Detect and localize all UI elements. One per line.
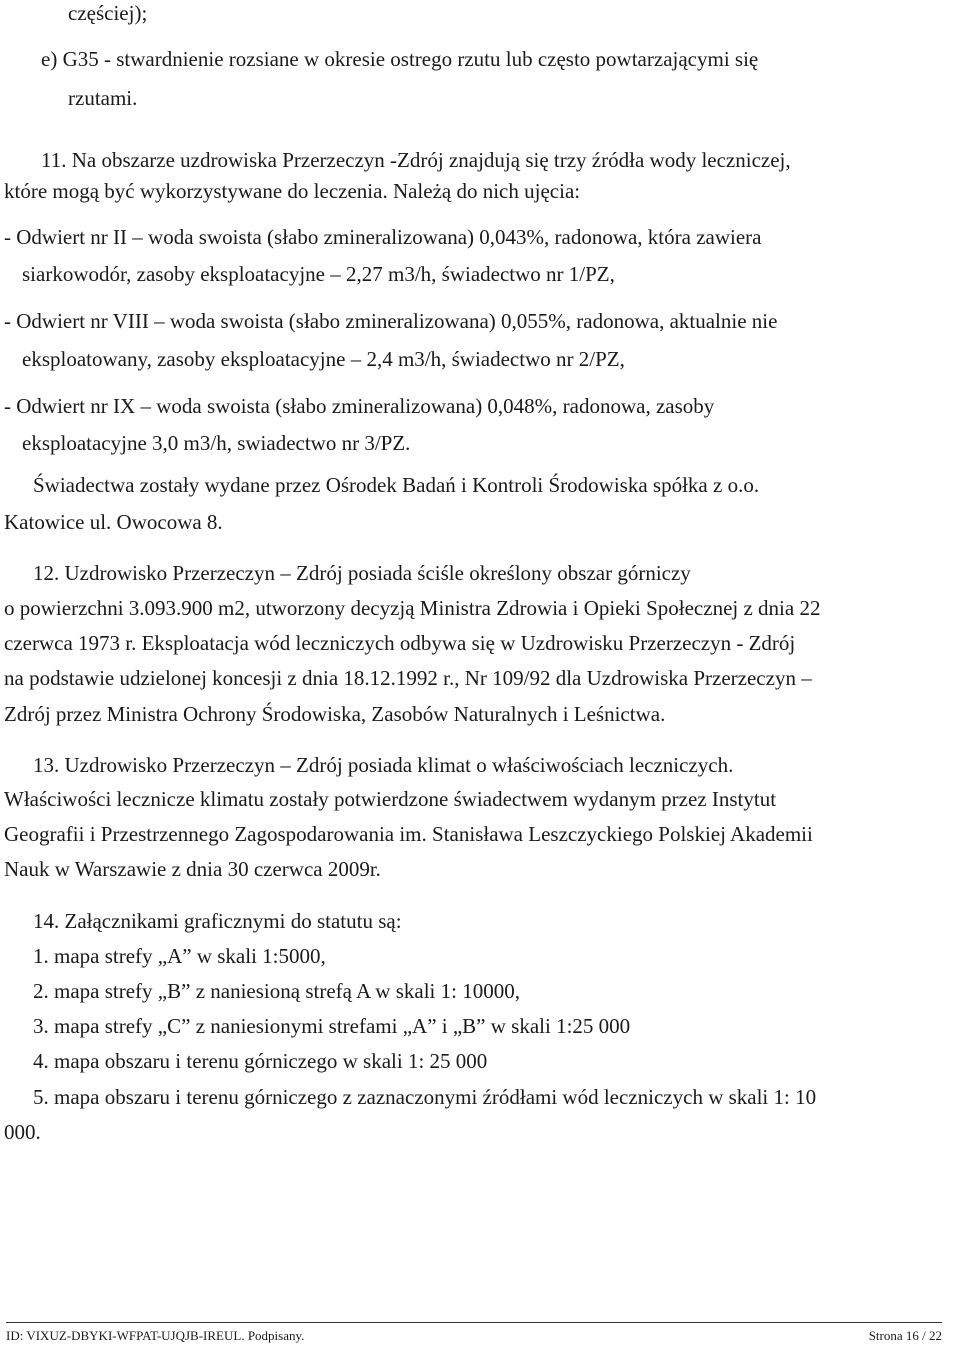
text-line: 000. — [4, 1120, 41, 1144]
text-line: - Odwiert nr IX – woda swoista (słabo zmineralizowana) 0,048%, radonowa, zasoby — [4, 394, 715, 418]
text-line: częściej); — [68, 1, 148, 25]
text-line: eksploatowany, zasoby eksploatacyjne – 2,4 m3/h, świadectwo nr 2/PZ, — [22, 347, 625, 371]
text-line: Świadectwa zostały wydane przez Ośrodek Badań i Kontroli Środowiska spółka z o.o. — [33, 473, 760, 497]
text-line: czerwca 1973 r. Eksploatacja wód leczniczych odbywa się w Uzdrowisku Przerzeczyn - Zdrój — [4, 631, 796, 655]
list-item: 4. mapa obszaru i terenu górniczego w skali 1: 25 000 — [33, 1049, 488, 1073]
text-line: Katowice ul. Owocowa 8. — [4, 510, 223, 534]
text-line: - Odwiert nr II – woda swoista (słabo zmineralizowana) 0,043%, radonowa, która zawiera — [4, 225, 762, 249]
paragraph-14-start: 14. Załącznikami graficznymi do statutu są: — [33, 909, 402, 933]
list-item: 1. mapa strefy „A” w skali 1:5000, — [33, 944, 326, 968]
text-line: Nauk w Warszawie z dnia 30 czerwca 2009r. — [4, 857, 381, 881]
text-line: Właściwości lecznicze klimatu zostały potwierdzone świadectwem wydanym przez Instytut — [4, 787, 777, 811]
paragraph-12-start: 12. Uzdrowisko Przerzeczyn – Zdrój posiada ściśle określony obszar górniczy — [33, 561, 691, 585]
text-line: - Odwiert nr VIII – woda swoista (słabo zmineralizowana) 0,055%, radonowa, aktualnie nie — [4, 309, 778, 333]
page-footer — [6, 1322, 942, 1345]
document-id: ID: VIXUZ-DBYKI-WFPAT-UJQJB-IREUL. Podpisany. — [6, 1328, 305, 1343]
paragraph-13-start: 13. Uzdrowisko Przerzeczyn – Zdrój posiada klimat o właściwościach leczniczych. — [33, 753, 734, 777]
text-line: Zdrój przez Ministra Ochrony Środowiska, Zasobów Naturalnych i Leśnictwa. — [4, 702, 666, 726]
text-line: eksploatacyjne 3,0 m3/h, swiadectwo nr 3/PZ. — [22, 431, 411, 455]
list-item: 3. mapa strefy „C” z naniesionymi strefami „A” i „B” w skali 1:25 000 — [33, 1014, 631, 1038]
text-line: e) G35 - stwardnienie rozsiane w okresie ostrego rzutu lub często powtarzającymi się — [41, 47, 759, 71]
list-item: 2. mapa strefy „B” z naniesioną strefą A w skali 1: 10000, — [33, 979, 520, 1003]
text-line: o powierzchni 3.093.900 m2, utworzony decyzją Ministra Zdrowia i Opieki Społecznej z dnia 22 — [4, 596, 821, 620]
text-line: Geografii i Przestrzennego Zagospodarowania im. Stanisława Leszczyckiego Polskiej Akademii — [4, 822, 813, 846]
text-line: na podstawie udzielonej koncesji z dnia 18.12.1992 r., Nr 109/92 dla Uzdrowiska Przerzeczyn – — [4, 666, 812, 690]
text-line: rzutami. — [68, 86, 138, 110]
paragraph-11-start: 11. Na obszarze uzdrowiska Przerzeczyn -Zdrój znajdują się trzy źródła wody leczniczej, — [41, 148, 791, 172]
page-number: Strona 16 / 22 — [868, 1328, 942, 1343]
list-item: 5. mapa obszaru i terenu górniczego z zaznaczonymi źródłami wód leczniczych w skali 1: 10 — [33, 1085, 817, 1109]
text-line: które mogą być wykorzystywane do leczenia. Należą do nich ujęcia: — [4, 179, 581, 203]
text-line: siarkowodór, zasoby eksploatacyjne – 2,27 m3/h, świadectwo nr 1/PZ, — [22, 262, 615, 286]
